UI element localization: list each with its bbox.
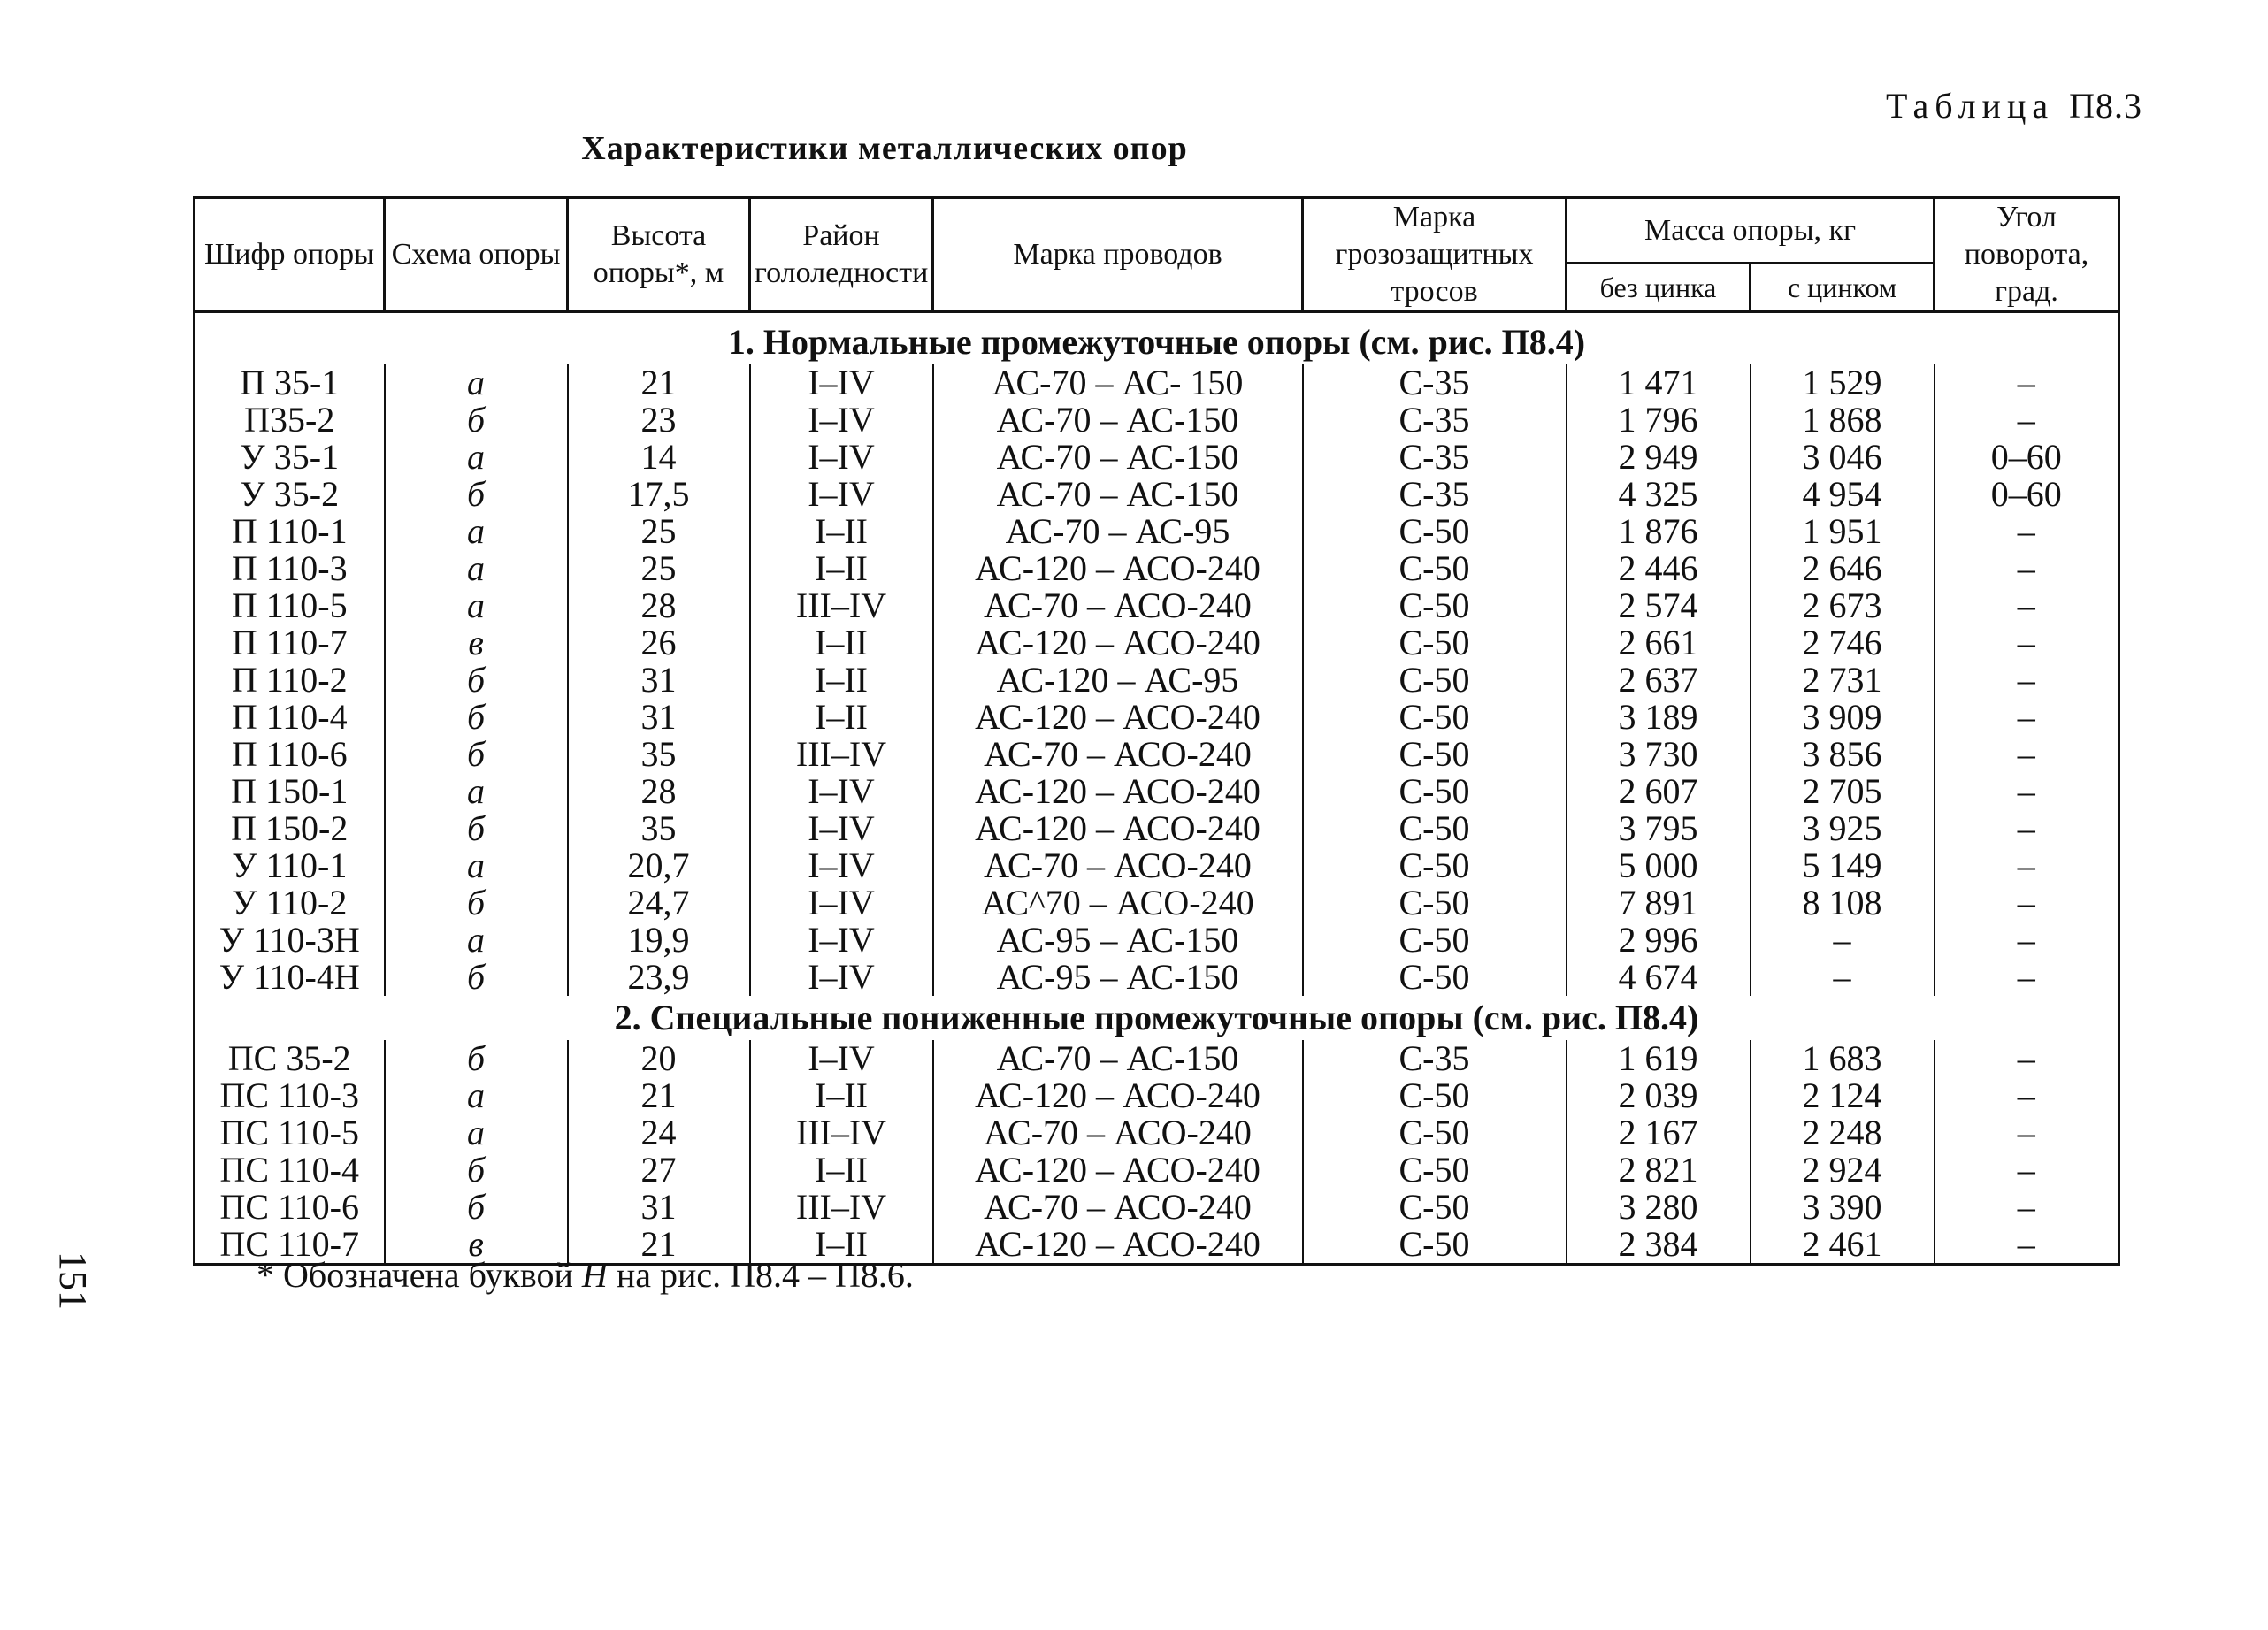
cell-mass-no-zinc: 2 446	[1567, 550, 1751, 587]
cell-scheme: а	[385, 847, 568, 884]
cell-ground-wire: С-50	[1303, 624, 1567, 662]
cell-wire-brand: АС-120 – АСО-240	[933, 773, 1303, 810]
cell-angle: –	[1935, 884, 2119, 922]
cell-mass-zinc: 1 683	[1751, 1040, 1935, 1077]
cell-ice-region: III–IV	[750, 587, 933, 624]
cell-mass-no-zinc: 1 471	[1567, 364, 1751, 402]
cell-ground-wire: С-50	[1303, 513, 1567, 550]
section-title: 2. Специальные пониженные промежуточные опоры (см. рис. П8.4)	[195, 996, 2119, 1040]
footnote-text: * Обозначена буквой	[257, 1255, 582, 1295]
cell-code: У 110-1	[195, 847, 385, 884]
cell-angle: –	[1935, 587, 2119, 624]
cell-mass-zinc: 5 149	[1751, 847, 1935, 884]
header-height: Высота опоры*, м	[568, 198, 750, 312]
header-ground-wire: Марка грозозащитных тросов	[1303, 198, 1567, 312]
cell-scheme: а	[385, 1114, 568, 1152]
cell-ice-region: I–II	[750, 550, 933, 587]
cell-scheme: в	[385, 624, 568, 662]
cell-wire-brand: АС-120 – АСО-240	[933, 624, 1303, 662]
cell-ground-wire: С-35	[1303, 476, 1567, 513]
cell-code: П 35-1	[195, 364, 385, 402]
cell-scheme: б	[385, 884, 568, 922]
cell-mass-no-zinc: 2 996	[1567, 922, 1751, 959]
cell-ice-region: I–II	[750, 1152, 933, 1189]
cell-mass-zinc: 2 705	[1751, 773, 1935, 810]
cell-ice-region: I–IV	[750, 959, 933, 996]
cell-angle: –	[1935, 1152, 2119, 1189]
cell-ice-region: I–IV	[750, 476, 933, 513]
cell-angle: –	[1935, 402, 2119, 439]
cell-code: П 110-4	[195, 699, 385, 736]
section-title: 1. Нормальные промежуточные опоры (см. рис. П8.4)	[195, 312, 2119, 365]
cell-mass-zinc: 3 390	[1751, 1189, 1935, 1226]
cell-wire-brand: АС-70 – АСО-240	[933, 847, 1303, 884]
cell-wire-brand: АС-70 – АСО-240	[933, 1189, 1303, 1226]
cell-code: П 110-3	[195, 550, 385, 587]
cell-wire-brand: АС-120 – АСО-240	[933, 550, 1303, 587]
cell-mass-no-zinc: 4 325	[1567, 476, 1751, 513]
cell-angle: –	[1935, 1226, 2119, 1265]
cell-ice-region: I–II	[750, 624, 933, 662]
cell-height: 24	[568, 1114, 750, 1152]
cell-code: У 110-3Н	[195, 922, 385, 959]
cell-wire-brand: АС-70 – АСО-240	[933, 587, 1303, 624]
cell-height: 31	[568, 662, 750, 699]
cell-mass-zinc: –	[1751, 959, 1935, 996]
cell-angle: –	[1935, 1189, 2119, 1226]
cell-ice-region: I–IV	[750, 884, 933, 922]
cell-scheme: б	[385, 1040, 568, 1077]
cell-mass-no-zinc: 2 821	[1567, 1152, 1751, 1189]
header-mass: Масса опоры, кг	[1567, 198, 1935, 264]
cell-mass-zinc: 3 046	[1751, 439, 1935, 476]
cell-angle: –	[1935, 847, 2119, 884]
page-number: 151	[51, 1251, 95, 1310]
cell-code: ПС 110-5	[195, 1114, 385, 1152]
cell-mass-zinc: 2 673	[1751, 587, 1935, 624]
cell-scheme: а	[385, 773, 568, 810]
cell-height: 20	[568, 1040, 750, 1077]
cell-height: 31	[568, 699, 750, 736]
cell-wire-brand: АС-70 – АСО-240	[933, 1114, 1303, 1152]
table-row	[195, 476, 2119, 513]
table-row	[195, 662, 2119, 699]
cell-height: 25	[568, 513, 750, 550]
header-mass-no-zinc: без цинка	[1567, 264, 1751, 312]
cell-angle: –	[1935, 624, 2119, 662]
cell-ground-wire: С-50	[1303, 587, 1567, 624]
cell-mass-zinc: –	[1751, 922, 1935, 959]
cell-code: П 110-6	[195, 736, 385, 773]
cell-code: П 110-7	[195, 624, 385, 662]
cell-angle: 0–60	[1935, 476, 2119, 513]
cell-wire-brand: АС-95 – АС-150	[933, 922, 1303, 959]
cell-mass-zinc: 3 856	[1751, 736, 1935, 773]
cell-code: У 35-1	[195, 439, 385, 476]
cell-mass-no-zinc: 2 637	[1567, 662, 1751, 699]
table-row	[195, 402, 2119, 439]
cell-scheme: б	[385, 402, 568, 439]
cell-ice-region: III–IV	[750, 1189, 933, 1226]
cell-wire-brand: АС-70 – АС-95	[933, 513, 1303, 550]
cell-mass-no-zinc: 1 619	[1567, 1040, 1751, 1077]
table-title: Характеристики металлических опор	[581, 130, 1188, 167]
cell-height: 21	[568, 1077, 750, 1114]
cell-ice-region: I–IV	[750, 364, 933, 402]
cell-wire-brand: АС-120 – АС-95	[933, 662, 1303, 699]
cell-angle: 0–60	[1935, 439, 2119, 476]
cell-height: 25	[568, 550, 750, 587]
cell-height: 26	[568, 624, 750, 662]
cell-mass-no-zinc: 2 661	[1567, 624, 1751, 662]
cell-wire-brand: АС-70 – АС-150	[933, 439, 1303, 476]
table-body	[195, 312, 2119, 1265]
cell-mass-no-zinc: 2 574	[1567, 587, 1751, 624]
cell-scheme: б	[385, 810, 568, 847]
cell-scheme: а	[385, 1077, 568, 1114]
table-number: П8.3	[2069, 86, 2142, 126]
cell-height: 17,5	[568, 476, 750, 513]
cell-ice-region: III–IV	[750, 1114, 933, 1152]
cell-mass-zinc: 2 124	[1751, 1077, 1935, 1114]
cell-scheme: а	[385, 513, 568, 550]
cell-ice-region: I–II	[750, 1226, 933, 1265]
cell-ice-region: I–II	[750, 513, 933, 550]
cell-mass-no-zinc: 2 167	[1567, 1114, 1751, 1152]
cell-height: 35	[568, 736, 750, 773]
cell-scheme: б	[385, 959, 568, 996]
cell-mass-zinc: 2 461	[1751, 1226, 1935, 1265]
cell-scheme: б	[385, 736, 568, 773]
cell-code: П 110-5	[195, 587, 385, 624]
cell-angle: –	[1935, 922, 2119, 959]
cell-wire-brand: АС-70 – АС-150	[933, 1040, 1303, 1077]
cell-height: 14	[568, 439, 750, 476]
table-row	[195, 364, 2119, 402]
cell-ice-region: I–IV	[750, 810, 933, 847]
cell-height: 27	[568, 1152, 750, 1189]
cell-angle: –	[1935, 513, 2119, 550]
table-row	[195, 847, 2119, 884]
cell-angle: –	[1935, 810, 2119, 847]
cell-scheme: а	[385, 587, 568, 624]
cell-ground-wire: С-50	[1303, 736, 1567, 773]
cell-angle: –	[1935, 959, 2119, 996]
cell-ground-wire: С-50	[1303, 1226, 1567, 1265]
footnote-text-end: на рис. П8.4 – П8.6.	[607, 1255, 914, 1295]
cell-ground-wire: С-50	[1303, 922, 1567, 959]
cell-angle: –	[1935, 364, 2119, 402]
cell-wire-brand: АС-70 – АС-150	[933, 476, 1303, 513]
cell-ice-region: I–IV	[750, 847, 933, 884]
cell-ground-wire: С-35	[1303, 364, 1567, 402]
cell-ice-region: I–IV	[750, 402, 933, 439]
table-row	[195, 1040, 2119, 1077]
cell-code: ПС 110-4	[195, 1152, 385, 1189]
footnote	[257, 1254, 914, 1296]
cell-ice-region: III–IV	[750, 736, 933, 773]
header-ice-region: Район гололедности	[750, 198, 933, 312]
cell-angle: –	[1935, 699, 2119, 736]
table-row	[195, 439, 2119, 476]
cell-scheme: б	[385, 476, 568, 513]
cell-height: 24,7	[568, 884, 750, 922]
cell-angle: –	[1935, 736, 2119, 773]
cell-wire-brand: АС-120 – АСО-240	[933, 810, 1303, 847]
cell-height: 28	[568, 773, 750, 810]
cell-height: 31	[568, 1189, 750, 1226]
table-row	[195, 736, 2119, 773]
cell-code: У 110-2	[195, 884, 385, 922]
table-row	[195, 513, 2119, 550]
table-row	[195, 1077, 2119, 1114]
cell-ground-wire: С-50	[1303, 810, 1567, 847]
table-row	[195, 587, 2119, 624]
cell-code: П35-2	[195, 402, 385, 439]
cell-mass-zinc: 4 954	[1751, 476, 1935, 513]
cell-ground-wire: С-50	[1303, 959, 1567, 996]
cell-mass-no-zinc: 2 384	[1567, 1226, 1751, 1265]
cell-wire-brand: АС-70 – АСО-240	[933, 736, 1303, 773]
cell-ground-wire: С-35	[1303, 439, 1567, 476]
table-row	[195, 1189, 2119, 1226]
cell-ground-wire: С-50	[1303, 699, 1567, 736]
cell-mass-no-zinc: 1 876	[1567, 513, 1751, 550]
cell-ground-wire: С-50	[1303, 1077, 1567, 1114]
cell-ground-wire: С-50	[1303, 847, 1567, 884]
cell-wire-brand: АС-120 – АСО-240	[933, 699, 1303, 736]
cell-mass-zinc: 1 868	[1751, 402, 1935, 439]
cell-scheme: б	[385, 699, 568, 736]
cell-ice-region: I–IV	[750, 439, 933, 476]
cell-height: 21	[568, 1226, 750, 1265]
cell-height: 19,9	[568, 922, 750, 959]
section-header-row	[195, 312, 2119, 365]
cell-code: ПС 110-7	[195, 1226, 385, 1265]
cell-mass-zinc: 3 909	[1751, 699, 1935, 736]
cell-code: П 110-1	[195, 513, 385, 550]
cell-ground-wire: С-50	[1303, 662, 1567, 699]
cell-height: 28	[568, 587, 750, 624]
cell-ground-wire: С-50	[1303, 773, 1567, 810]
cell-ice-region: I–IV	[750, 922, 933, 959]
cell-mass-no-zinc: 7 891	[1567, 884, 1751, 922]
cell-mass-zinc: 1 529	[1751, 364, 1935, 402]
cell-scheme: б	[385, 662, 568, 699]
table-row	[195, 773, 2119, 810]
cell-wire-brand: АС-95 – АС-150	[933, 959, 1303, 996]
cell-ice-region: I–IV	[750, 1040, 933, 1077]
cell-height: 23,9	[568, 959, 750, 996]
cell-mass-zinc: 2 646	[1751, 550, 1935, 587]
supports-table	[193, 196, 2120, 1266]
section-header-row	[195, 996, 2119, 1040]
table-row	[195, 959, 2119, 996]
cell-mass-zinc: 2 746	[1751, 624, 1935, 662]
cell-scheme: б	[385, 1189, 568, 1226]
footnote-letter: Н	[581, 1255, 608, 1295]
cell-ice-region: I–IV	[750, 773, 933, 810]
cell-ground-wire: С-35	[1303, 1040, 1567, 1077]
cell-wire-brand: АС-120 – АСО-240	[933, 1077, 1303, 1114]
table-row	[195, 550, 2119, 587]
cell-mass-zinc: 8 108	[1751, 884, 1935, 922]
cell-angle: –	[1935, 1040, 2119, 1077]
cell-angle: –	[1935, 662, 2119, 699]
cell-code: ПС 110-3	[195, 1077, 385, 1114]
table-row	[195, 699, 2119, 736]
cell-mass-zinc: 3 925	[1751, 810, 1935, 847]
cell-wire-brand: АС-120 – АСО-240	[933, 1226, 1303, 1265]
cell-height: 20,7	[568, 847, 750, 884]
cell-height: 35	[568, 810, 750, 847]
cell-code: ПС 35-2	[195, 1040, 385, 1077]
cell-code: У 110-4Н	[195, 959, 385, 996]
cell-code: П 110-2	[195, 662, 385, 699]
header-wire-brand: Марка проводов	[933, 198, 1303, 312]
cell-mass-zinc: 2 248	[1751, 1114, 1935, 1152]
cell-mass-no-zinc: 4 674	[1567, 959, 1751, 996]
cell-wire-brand: АС-70 – АС-150	[933, 402, 1303, 439]
cell-ground-wire: С-35	[1303, 402, 1567, 439]
cell-angle: –	[1935, 773, 2119, 810]
cell-mass-no-zinc: 1 796	[1567, 402, 1751, 439]
header-mass-zinc: с цинком	[1751, 264, 1935, 312]
table-row	[195, 884, 2119, 922]
cell-wire-brand: АС-120 – АСО-240	[933, 1152, 1303, 1189]
cell-code: П 150-1	[195, 773, 385, 810]
cell-angle: –	[1935, 550, 2119, 587]
header-code: Шифр опоры	[195, 198, 385, 312]
cell-mass-no-zinc: 3 280	[1567, 1189, 1751, 1226]
cell-scheme: б	[385, 1152, 568, 1189]
header-angle: Угол поворота, град.	[1935, 198, 2119, 312]
table-label	[1886, 85, 2142, 126]
cell-code: П 150-2	[195, 810, 385, 847]
cell-ground-wire: С-50	[1303, 550, 1567, 587]
cell-mass-no-zinc: 2 949	[1567, 439, 1751, 476]
table-row	[195, 1152, 2119, 1189]
cell-scheme: а	[385, 364, 568, 402]
cell-ground-wire: С-50	[1303, 884, 1567, 922]
table-row	[195, 1114, 2119, 1152]
cell-mass-no-zinc: 3 189	[1567, 699, 1751, 736]
cell-wire-brand: АС-70 – АС- 150	[933, 364, 1303, 402]
cell-wire-brand: АС^70 – АСО-240	[933, 884, 1303, 922]
cell-angle: –	[1935, 1077, 2119, 1114]
cell-scheme: а	[385, 439, 568, 476]
cell-ice-region: I–II	[750, 1077, 933, 1114]
table-row	[195, 624, 2119, 662]
cell-scheme: а	[385, 922, 568, 959]
cell-ground-wire: С-50	[1303, 1189, 1567, 1226]
cell-mass-zinc: 1 951	[1751, 513, 1935, 550]
cell-mass-no-zinc: 2 607	[1567, 773, 1751, 810]
cell-ground-wire: С-50	[1303, 1114, 1567, 1152]
table-row	[195, 810, 2119, 847]
cell-height: 21	[568, 364, 750, 402]
cell-mass-zinc: 2 731	[1751, 662, 1935, 699]
cell-ice-region: I–II	[750, 699, 933, 736]
table-label-word: Таблица	[1886, 86, 2055, 126]
header-scheme: Схема опоры	[385, 198, 568, 312]
cell-code: У 35-2	[195, 476, 385, 513]
cell-scheme: а	[385, 550, 568, 587]
cell-ice-region: I–II	[750, 662, 933, 699]
cell-scheme: в	[385, 1226, 568, 1265]
table-row	[195, 922, 2119, 959]
cell-angle: –	[1935, 1114, 2119, 1152]
cell-code: ПС 110-6	[195, 1189, 385, 1226]
cell-ground-wire: С-50	[1303, 1152, 1567, 1189]
cell-height: 23	[568, 402, 750, 439]
cell-mass-zinc: 2 924	[1751, 1152, 1935, 1189]
cell-mass-no-zinc: 2 039	[1567, 1077, 1751, 1114]
cell-mass-no-zinc: 3 730	[1567, 736, 1751, 773]
cell-mass-no-zinc: 5 000	[1567, 847, 1751, 884]
cell-mass-no-zinc: 3 795	[1567, 810, 1751, 847]
